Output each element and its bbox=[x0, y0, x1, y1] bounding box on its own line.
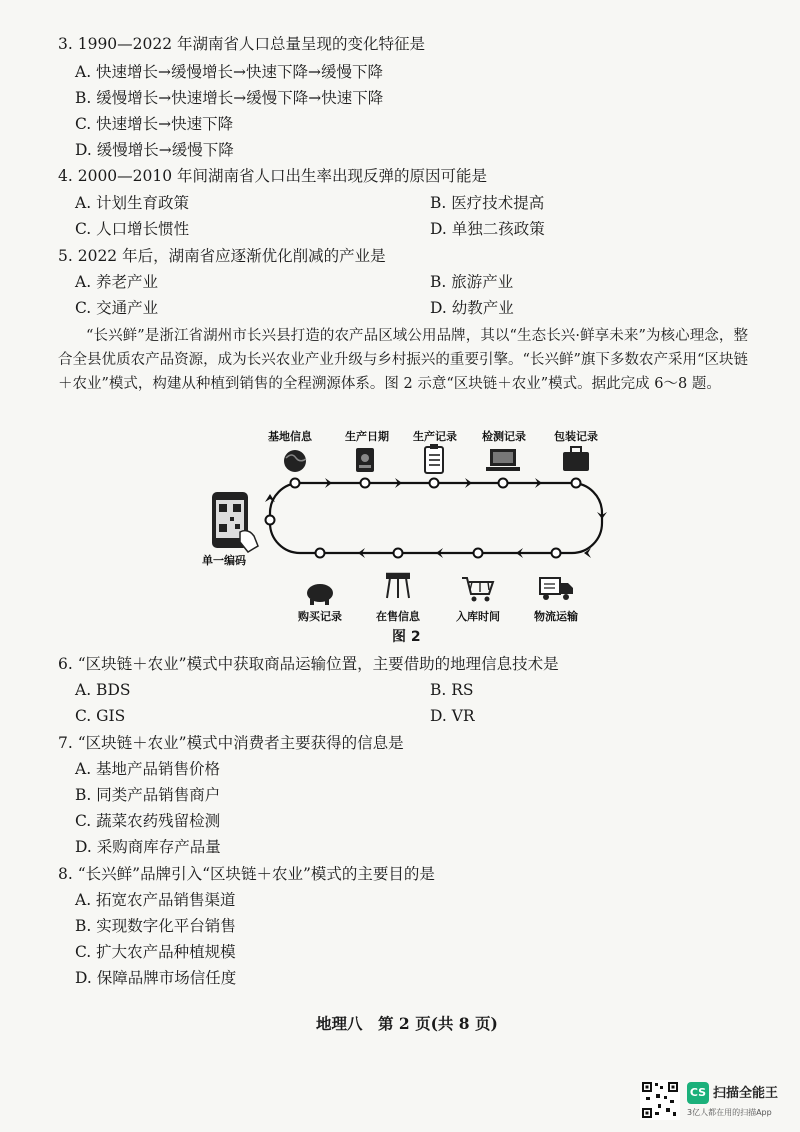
shop-stall-icon bbox=[386, 574, 410, 598]
label-production-record: 生产记录 bbox=[413, 430, 457, 443]
passage-text: “长兴鲜”是浙江省湖州市长兴县打造的农产品区域公用品牌，其以“生态长兴·鲜享未来”为核心理念，整合全县优质农产品资源，成为长兴农业产业升级与乡村振兴的重要引擎。“长兴鲜”旗下多数农产采用“区块链＋农业”模式，构建从种植到销售的全程溯源体系。图 2 示意“区块链＋农业”模式。据此完成 6～8 题。 bbox=[58, 328, 748, 392]
label-warehouse-time: 入库时间 bbox=[456, 610, 500, 623]
laptop-icon bbox=[486, 449, 520, 471]
phone-qr-icon bbox=[212, 492, 258, 552]
label-production-date: 生产日期 bbox=[345, 430, 389, 443]
q3-option-a: A. 快速增长→缓慢增长→快速下降→缓慢下降 bbox=[75, 63, 384, 81]
q3-option-b: B. 缓慢增长→快速增长→缓慢下降→快速下降 bbox=[75, 89, 384, 107]
q7-option-d: D. 采购商库存产品量 bbox=[75, 838, 221, 856]
q5-option-d: D. 幼教产业 bbox=[430, 299, 514, 317]
q5-option-b: B. 旅游产业 bbox=[430, 273, 514, 291]
q8-option-d: D. 保障品牌市场信任度 bbox=[75, 969, 237, 987]
clipboard-icon bbox=[425, 444, 443, 473]
q6-option-a: A. BDS bbox=[75, 681, 131, 699]
q8-option-c: C. 扩大农产品种植规模 bbox=[75, 943, 236, 961]
figure-caption: 图 2 bbox=[392, 629, 421, 645]
blockchain-agriculture-diagram bbox=[200, 428, 620, 633]
trace-loop-path bbox=[270, 483, 602, 553]
label-purchase-record: 购买记录 bbox=[298, 610, 342, 623]
camscanner-subtitle: 3亿人都在用的扫描App bbox=[687, 1108, 772, 1117]
node-bottom-4 bbox=[552, 549, 561, 558]
q6-option-d: D. VR bbox=[430, 707, 475, 725]
passage bbox=[58, 324, 748, 396]
q4-option-c: C. 人口增长惯性 bbox=[75, 220, 190, 238]
scanner-watermark bbox=[640, 1080, 790, 1125]
q4-option-d: D. 单独二孩政策 bbox=[430, 220, 545, 238]
shopping-cart-icon bbox=[462, 578, 493, 602]
globe-icon bbox=[284, 450, 306, 472]
camscanner-title: 扫描全能王 bbox=[713, 1086, 779, 1101]
page-footer: 地理八 第 2 页(共 8 页) bbox=[316, 1014, 498, 1033]
node-bottom-2 bbox=[394, 549, 403, 558]
q3-stem: 3. 1990—2022 年湖南省人口总量呈现的变化特征是 bbox=[58, 35, 426, 53]
qr-code-icon bbox=[640, 1080, 680, 1120]
q7-stem: 7. “区块链＋农业”模式中消费者主要获得的信息是 bbox=[58, 734, 404, 752]
piggy-bank-icon bbox=[307, 584, 333, 605]
node-top-3 bbox=[430, 479, 439, 488]
label-test-record: 检测记录 bbox=[482, 430, 526, 443]
delivery-truck-icon bbox=[540, 578, 573, 600]
q5-option-a: A. 养老产业 bbox=[75, 273, 159, 291]
camscanner-logo: CS bbox=[687, 1082, 709, 1104]
label-single-code: 单一编码 bbox=[202, 554, 246, 567]
q6-option-c: C. GIS bbox=[75, 707, 126, 725]
label-packaging-record: 包装记录 bbox=[554, 430, 598, 443]
q4-option-b: B. 医疗技术提高 bbox=[430, 194, 545, 212]
q4-stem: 4. 2000—2010 年间湖南省人口出生率出现反弹的原因可能是 bbox=[58, 167, 488, 185]
q8-stem: 8. “长兴鲜”品牌引入“区块链＋农业”模式的主要目的是 bbox=[58, 865, 435, 883]
node-top-2 bbox=[361, 479, 370, 488]
q7-option-a: A. 基地产品销售价格 bbox=[75, 760, 221, 778]
q3-option-d: D. 缓慢增长→缓慢下降 bbox=[75, 141, 234, 159]
q5-stem: 5. 2022 年后，湖南省应逐渐优化削减的产业是 bbox=[58, 247, 386, 265]
notebook-icon bbox=[356, 448, 374, 472]
q7-option-b: B. 同类产品销售商户 bbox=[75, 786, 221, 804]
label-logistics: 物流运输 bbox=[534, 610, 578, 623]
node-bottom-1 bbox=[316, 549, 325, 558]
q8-option-a: A. 拓宽农产品销售渠道 bbox=[75, 891, 236, 909]
briefcase-icon bbox=[563, 447, 589, 471]
node-top-5 bbox=[572, 479, 581, 488]
node-top-1 bbox=[291, 479, 300, 488]
q6-option-b: B. RS bbox=[430, 681, 474, 699]
node-bottom-3 bbox=[474, 549, 483, 558]
q5-option-c: C. 交通产业 bbox=[75, 299, 159, 317]
q6-stem: 6. “区块链＋农业”模式中获取商品运输位置，主要借助的地理信息技术是 bbox=[58, 655, 559, 673]
label-base-info: 基地信息 bbox=[268, 430, 312, 443]
q4-option-a: A. 计划生育政策 bbox=[75, 194, 190, 212]
node-top-4 bbox=[499, 479, 508, 488]
label-on-sale-info: 在售信息 bbox=[376, 610, 420, 623]
q8-option-b: B. 实现数字化平台销售 bbox=[75, 917, 236, 935]
q3-option-c: C. 快速增长→快速下降 bbox=[75, 115, 234, 133]
node-left bbox=[266, 516, 275, 525]
q7-option-c: C. 蔬菜农药残留检测 bbox=[75, 812, 221, 830]
